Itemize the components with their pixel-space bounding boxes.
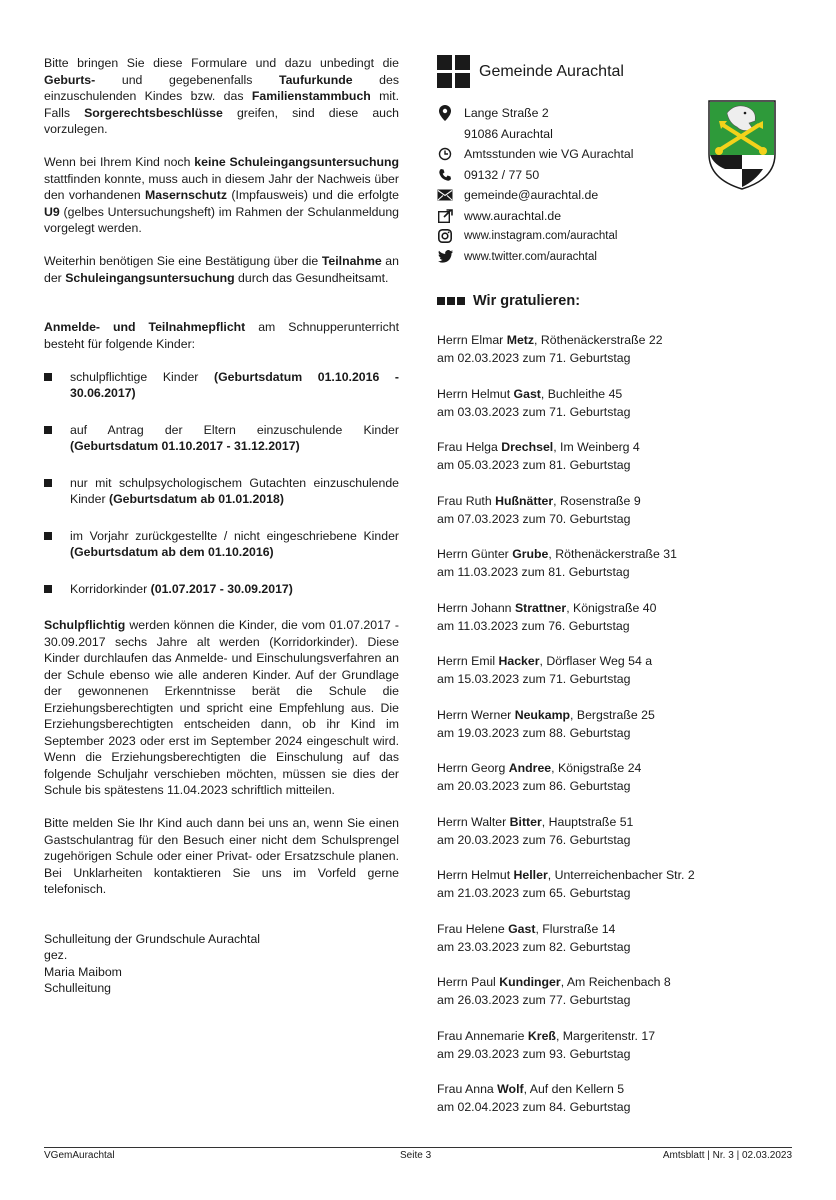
bullet-square-icon [44,426,52,434]
person-title-firstname: Herrn Elmar [437,333,507,347]
birthday-date: am 20.03.2023 zum 86. Geburtstag [437,779,631,793]
contact-list [437,103,634,267]
person-title-firstname: Herrn Georg [437,761,509,775]
person-surname: Drechsel [501,440,554,454]
bold-text: (Geburtsdatum 01.10.2017 - 31.12.2017) [70,439,300,453]
text: Bitte melden Sie Ihr Kind auch dann bei uns an, wenn Sie einen Gastschulantrag für den Besuch einer nicht dem Schulsprengel zugehörigen Schule oder einer Privat- oder Ersatzschule planen. Bei Unklarheiten kontaktieren Sie uns im Vorfeld gerne telefonisch. [44,816,399,896]
bold-text: Sorgerechtsbeschlüsse [84,105,223,120]
text: Bitte bringen Sie diese Formulare und dazu unbedingt die [44,56,399,70]
person-surname: Kreß [527,1028,556,1043]
text: und gegebenenfalls [95,72,279,87]
birthday-date: am 23.03.2023 zum 82. Geburtstag [437,939,631,954]
bold-text: keine Schuleingangsuntersuchung [194,155,399,169]
contact-text: 91086 Aurachtal [464,126,553,141]
mail-icon [437,187,453,203]
text: (gelbes Untersuchungsheft) im Rahmen der Schulanmeldung vorgelegt werden. [44,204,399,235]
contact-row[interactable] [437,185,634,206]
municipality-header [437,55,792,89]
text: Weiterhin benötigen Sie eine Bestätigung über die [44,254,322,268]
birthday-entry [437,652,695,706]
person-title-firstname: Herrn Werner [437,707,515,722]
text: greifen, sind diese auch vorzulegen. [44,105,399,136]
municipality-name: Gemeinde Aurachtal [479,63,624,80]
person-surname: Wolf [497,1082,524,1096]
birthday-entry [437,331,695,385]
paragraph-registration-note [44,815,399,898]
birthday-date: am 15.03.2023 zum 71. Geburtstag [437,672,631,686]
person-address: , Königstraße 24 [551,761,642,775]
person-address: , Unterreichenbacher Str. 2 [547,868,695,882]
bold-text: Geburts- [44,72,96,87]
person-title-firstname: Frau Helene [437,921,509,936]
bold-text: (Geburtsdatum 01.10.2016 - 30.06.2017) [70,369,400,400]
person-address: , Dörflaser Weg 54 a [539,654,653,668]
contact-text: www.instagram.com/aurachtal [464,230,618,243]
person-surname: Gast [508,921,536,936]
person-surname: Hußnätter [495,493,554,508]
birthday-person [437,385,695,403]
birthday-date: am 11.03.2023 zum 76. Geburtstag [437,618,630,633]
birthday-list [437,331,695,1134]
bullet-square-icon [44,373,52,381]
text: an der [44,254,399,285]
footer-page-number: Seite 3 [400,1150,432,1161]
bullet-list [44,369,399,618]
bullet-text [70,475,399,508]
birthday-person [437,866,695,884]
birthday-entry [437,866,695,920]
birthday-entry [437,759,695,813]
contact-row[interactable] [437,226,634,247]
person-address: , Röthenäckerstraße 22 [534,333,663,347]
person-title-firstname: Herrn Helmut [437,386,514,401]
birthday-entry [437,438,695,492]
text: schulpflichtige Kinder [70,369,215,384]
municipality-logo-icon [437,55,471,89]
person-surname: Heller [513,868,548,882]
text: des einzuschulenden Kindes bzw. das [44,72,399,103]
birthday-date: am 02.04.2023 zum 84. Geburtstag [437,1100,631,1114]
person-address: , Röthenäckerstraße 31 [548,547,677,561]
coat-of-arms-icon [707,99,777,191]
person-surname: Hacker [498,654,540,668]
contact-text: www.aurachtal.de [464,208,562,223]
person-surname: Gast [513,386,541,401]
bullet-square-icon [44,479,52,487]
contact-text: www.twitter.com/aurachtal [464,250,597,263]
person-title-firstname: Frau Annemarie [437,1028,528,1043]
person-surname: Grube [512,547,549,561]
bold-text: Teilnahme [321,254,382,268]
bold-text: (Geburtsdatum ab 01.01.2018) [108,492,284,506]
bullet-item [44,581,399,598]
birthday-person [437,813,695,831]
birthday-person [437,652,695,670]
heading-squares-icon [437,297,467,305]
instagram-icon [437,228,453,244]
birthday-date: am 07.03.2023 zum 70. Geburtstag [437,511,631,526]
right-column [437,55,792,1114]
contact-text: Lange Straße 2 [464,106,549,121]
bullet-text [70,369,399,402]
birthday-date: am 05.03.2023 zum 81. Geburtstag [437,458,631,472]
contact-text: gemeinde@aurachtal.de [464,188,599,203]
text: im Vorjahr zurückgestellte / nicht eingeschriebene Kinder [70,528,399,543]
twitter-icon [437,249,453,265]
bullet-item [44,369,399,402]
birthday-person [437,920,695,938]
birthday-person [437,1080,695,1098]
location-pin-icon [437,105,453,121]
contact-row[interactable] [437,247,634,268]
person-address: , Bergstraße 25 [570,707,655,722]
contact-text: 09132 / 77 50 [464,167,540,182]
birthday-date: am 19.03.2023 zum 88. Geburtstag [437,725,631,740]
footer-divider [44,1147,792,1148]
person-address: , Königstraße 40 [566,600,657,615]
paragraph-documents [44,55,399,138]
birthday-date: am 03.03.2023 zum 71. Geburtstag [437,404,631,419]
paragraph-health-check [44,154,399,237]
birthday-date: am 20.03.2023 zum 76. Geburtstag [437,832,631,847]
birthday-person [437,545,695,563]
birthday-person [437,599,695,617]
person-surname: Neukamp [514,707,571,722]
left-column [44,55,399,997]
person-title-firstname: Herrn Paul [437,975,500,989]
person-title-firstname: Herrn Johann [437,600,515,615]
clock-icon [437,146,453,162]
paragraph-obligation [44,319,399,352]
birthday-entry [437,492,695,546]
contact-row [437,144,634,165]
birthday-entry [437,920,695,974]
text: am Schnupperunterricht besteht für folgende Kinder: [44,320,399,351]
text: auf Antrag der Eltern einzuschulende Kinder [70,422,399,437]
text: stattfinden konnte, muss auch in diesem Jahr der Nachweis über den vorhandenen [44,171,399,202]
birthday-entry [437,545,695,599]
text: Wenn bei Ihrem Kind noch [44,155,195,169]
bold-text: (01.07.2017 - 30.09.2017) [150,581,293,596]
text: durch das Gesundheitsamt. [234,270,389,285]
bold-text: Schulpflichtig [44,618,126,632]
birthday-entry [437,385,695,439]
bullet-text [70,422,399,455]
person-surname: Andree [508,761,552,775]
contact-row [437,103,634,124]
contact-row [437,124,634,145]
text: (Impfausweis) und die erfolgte [227,188,399,202]
text: werden können die Kinder, die vom 01.07.2017 - 30.09.2017 sechs Jahre alt werden (Korridorkinder). Diese Kinder durchlaufen das Anmelde- und Einschulungsverfahren an der Schule ebenso wie alle anderen Kinder. Auf der Grundlage der gewonnenen Erkenntnisse berät die Schule die Erziehungsberechtigten und spricht eine Empfehlung aus. Die Erziehungsberechtigten entscheiden dann, ob ihr Kind im September 2023 oder erst im September 2024 eingeschult wird. Wenn die Erziehungsberechtigten die Einschulung auf das folgende Schuljahr verschieben möchten, müssen sie dies der Schule bis spätestens 11.04.2023 schriftlich mitteilen. [44,618,399,797]
signature-line: gez. [44,948,68,962]
birthday-person [437,706,695,724]
person-title-firstname: Herrn Günter [437,547,513,561]
birthday-date: am 11.03.2023 zum 81. Geburtstag [437,565,630,579]
bold-text: Familienstammbuch [251,89,371,103]
text: mit. Falls [44,89,399,120]
person-address: , Flurstraße 14 [535,921,616,936]
text: Korridorkinder [70,581,151,596]
birthday-person [437,438,695,456]
bullet-text [70,528,399,561]
bullet-text [70,581,399,598]
birthday-person [437,1027,695,1045]
bullet-item [44,422,399,455]
contact-text: Amtsstunden wie VG Aurachtal [464,147,634,162]
person-title-firstname: Herrn Walter [437,814,510,829]
congrats-heading [437,293,580,309]
person-surname: Strattner [514,600,567,615]
bold-text: Schuleingangsuntersuchung [65,270,235,285]
bullet-item [44,475,399,508]
bold-text: Anmelde- und Teilnahmepflicht [44,320,246,334]
paragraph-confirmation [44,253,399,286]
bold-text: (Geburtsdatum ab dem 01.10.2016) [70,545,274,559]
birthday-date: am 29.03.2023 zum 93. Geburtstag [437,1046,631,1061]
person-address: , Margeritenstr. 17 [555,1028,656,1043]
birthday-date: am 02.03.2023 zum 71. Geburtstag [437,351,631,365]
person-title-firstname: Herrn Emil [437,654,499,668]
person-surname: Bitter [509,814,542,829]
birthday-entry [437,599,695,653]
footer-left: VGemAurachtal [44,1150,115,1161]
bullet-square-icon [44,585,52,593]
person-address: , Rosenstraße 9 [553,493,641,508]
birthday-person [437,759,695,777]
phone-icon [437,167,453,183]
birthday-person [437,973,695,991]
bullet-item [44,528,399,561]
footer-right: Amtsblatt | Nr. 3 | 02.03.2023 [662,1150,792,1161]
bold-text: Masernschutz [145,188,228,202]
person-title-firstname: Frau Ruth [437,493,496,508]
text: nur mit schulpsychologischem Gutachten einzuschulende Kinder [70,475,399,506]
birthday-date: am 26.03.2023 zum 77. Geburtstag [437,993,631,1007]
person-title-firstname: Frau Anna [437,1082,498,1096]
person-address: , Im Weinberg 4 [553,440,640,454]
bold-text: U9 [44,204,60,219]
person-address: , Auf den Kellern 5 [523,1082,625,1096]
signature-line: Schulleitung der Grundschule Aurachtal [44,931,261,946]
web-icon [437,208,453,224]
contact-row [437,165,634,186]
contact-row[interactable] [437,206,634,227]
blank-icon-spacer [437,126,453,142]
birthday-entry [437,706,695,760]
bold-text: Taufurkunde [279,72,353,87]
person-surname: Kundinger [499,975,561,989]
congrats-heading-text: Wir gratulieren: [473,293,581,309]
birthday-person [437,331,695,349]
person-address: , Am Reichenbach 8 [560,975,671,989]
paragraph-school-age [44,617,399,799]
birthday-date: am 21.03.2023 zum 65. Geburtstag [437,886,631,900]
birthday-entry [437,1080,695,1134]
birthday-entry [437,813,695,867]
person-surname: Metz [506,333,535,347]
person-address: , Hauptstraße 51 [541,814,634,829]
birthday-entry [437,1027,695,1081]
person-address: , Buchleithe 45 [540,386,623,401]
bullet-square-icon [44,532,52,540]
person-title-firstname: Frau Helga [437,440,502,454]
birthday-person [437,492,695,510]
signature-line: Schulleitung [44,981,111,995]
signature-block [44,931,399,997]
person-title-firstname: Herrn Helmut [437,868,514,882]
signature-line: Maria Maibom [44,964,122,979]
birthday-entry [437,973,695,1027]
